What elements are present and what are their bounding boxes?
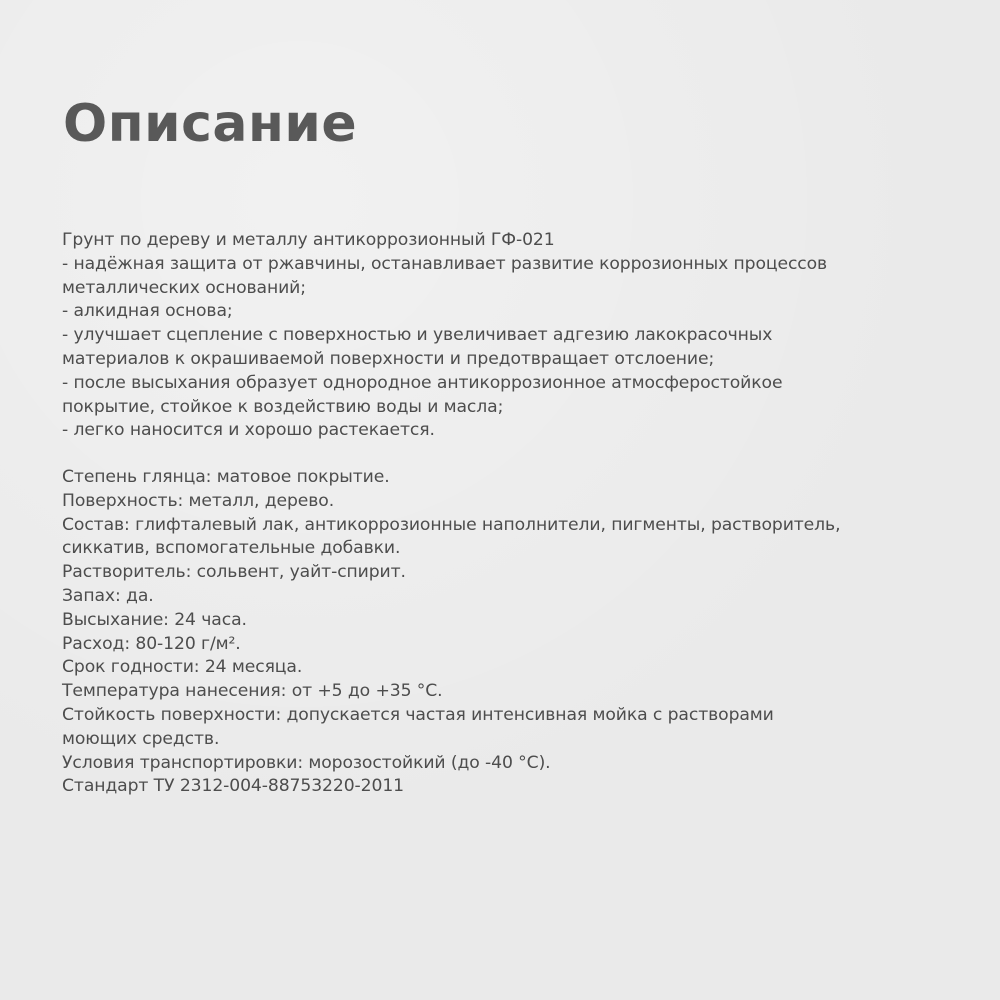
intro-line: - алкидная основа; bbox=[62, 301, 233, 322]
spec-surface: Поверхность: металл, дерево. bbox=[62, 490, 335, 511]
spec-composition-cont: сиккатив, вспомогательные добавки. bbox=[62, 538, 401, 559]
spec-transport-conditions: Условия транспортировки: морозостойкий (до -40 °С). bbox=[62, 752, 551, 773]
intro-line: материалов к окрашиваемой поверхности и предотвращает отслоение; bbox=[62, 348, 715, 369]
intro-line: - легко наносится и хорошо растекается. bbox=[62, 420, 435, 441]
spec-drying: Высыхание: 24 часа. bbox=[62, 609, 247, 630]
spec-surface-resistance-cont: моющих средств. bbox=[62, 728, 220, 749]
specifications-list bbox=[62, 466, 840, 799]
intro-line: - после высыхания образует однородное антикоррозионное атмосферостойкое bbox=[62, 372, 783, 393]
spec-shelf-life: Срок годности: 24 месяца. bbox=[62, 657, 303, 678]
spec-gloss: Степень глянца: матовое покрытие. bbox=[62, 467, 390, 487]
spec-consumption: Расход: 80-120 г/м². bbox=[62, 633, 241, 654]
spec-application-temperature: Температура нанесения: от +5 до +35 °С. bbox=[62, 681, 443, 702]
intro-line: покрытие, стойкое к воздействию воды и масла; bbox=[62, 396, 504, 417]
spec-composition: Состав: глифталевый лак, антикоррозионные наполнители, пигменты, растворитель, bbox=[62, 514, 841, 535]
description-intro bbox=[62, 229, 827, 443]
intro-line: металлических оснований; bbox=[62, 277, 306, 298]
spec-standard: Стандарт ТУ 2312-004-88753220-2011 bbox=[62, 776, 404, 797]
spec-odor: Запах: да. bbox=[62, 585, 154, 606]
intro-line: - улучшает сцепление с поверхностью и увеличивает адгезию лакокрасочных bbox=[62, 325, 773, 346]
intro-line-product-name: Грунт по дереву и металлу антикоррозионный ГФ-021 bbox=[62, 230, 555, 250]
spec-solvent: Растворитель: сольвент, уайт-спирит. bbox=[62, 562, 406, 583]
page-title: Описание bbox=[63, 94, 358, 154]
spec-surface-resistance: Стойкость поверхности: допускается частая интенсивная мойка с растворами bbox=[62, 704, 774, 725]
intro-line: - надёжная защита от ржавчины, останавливает развитие коррозионных процессов bbox=[62, 253, 828, 274]
